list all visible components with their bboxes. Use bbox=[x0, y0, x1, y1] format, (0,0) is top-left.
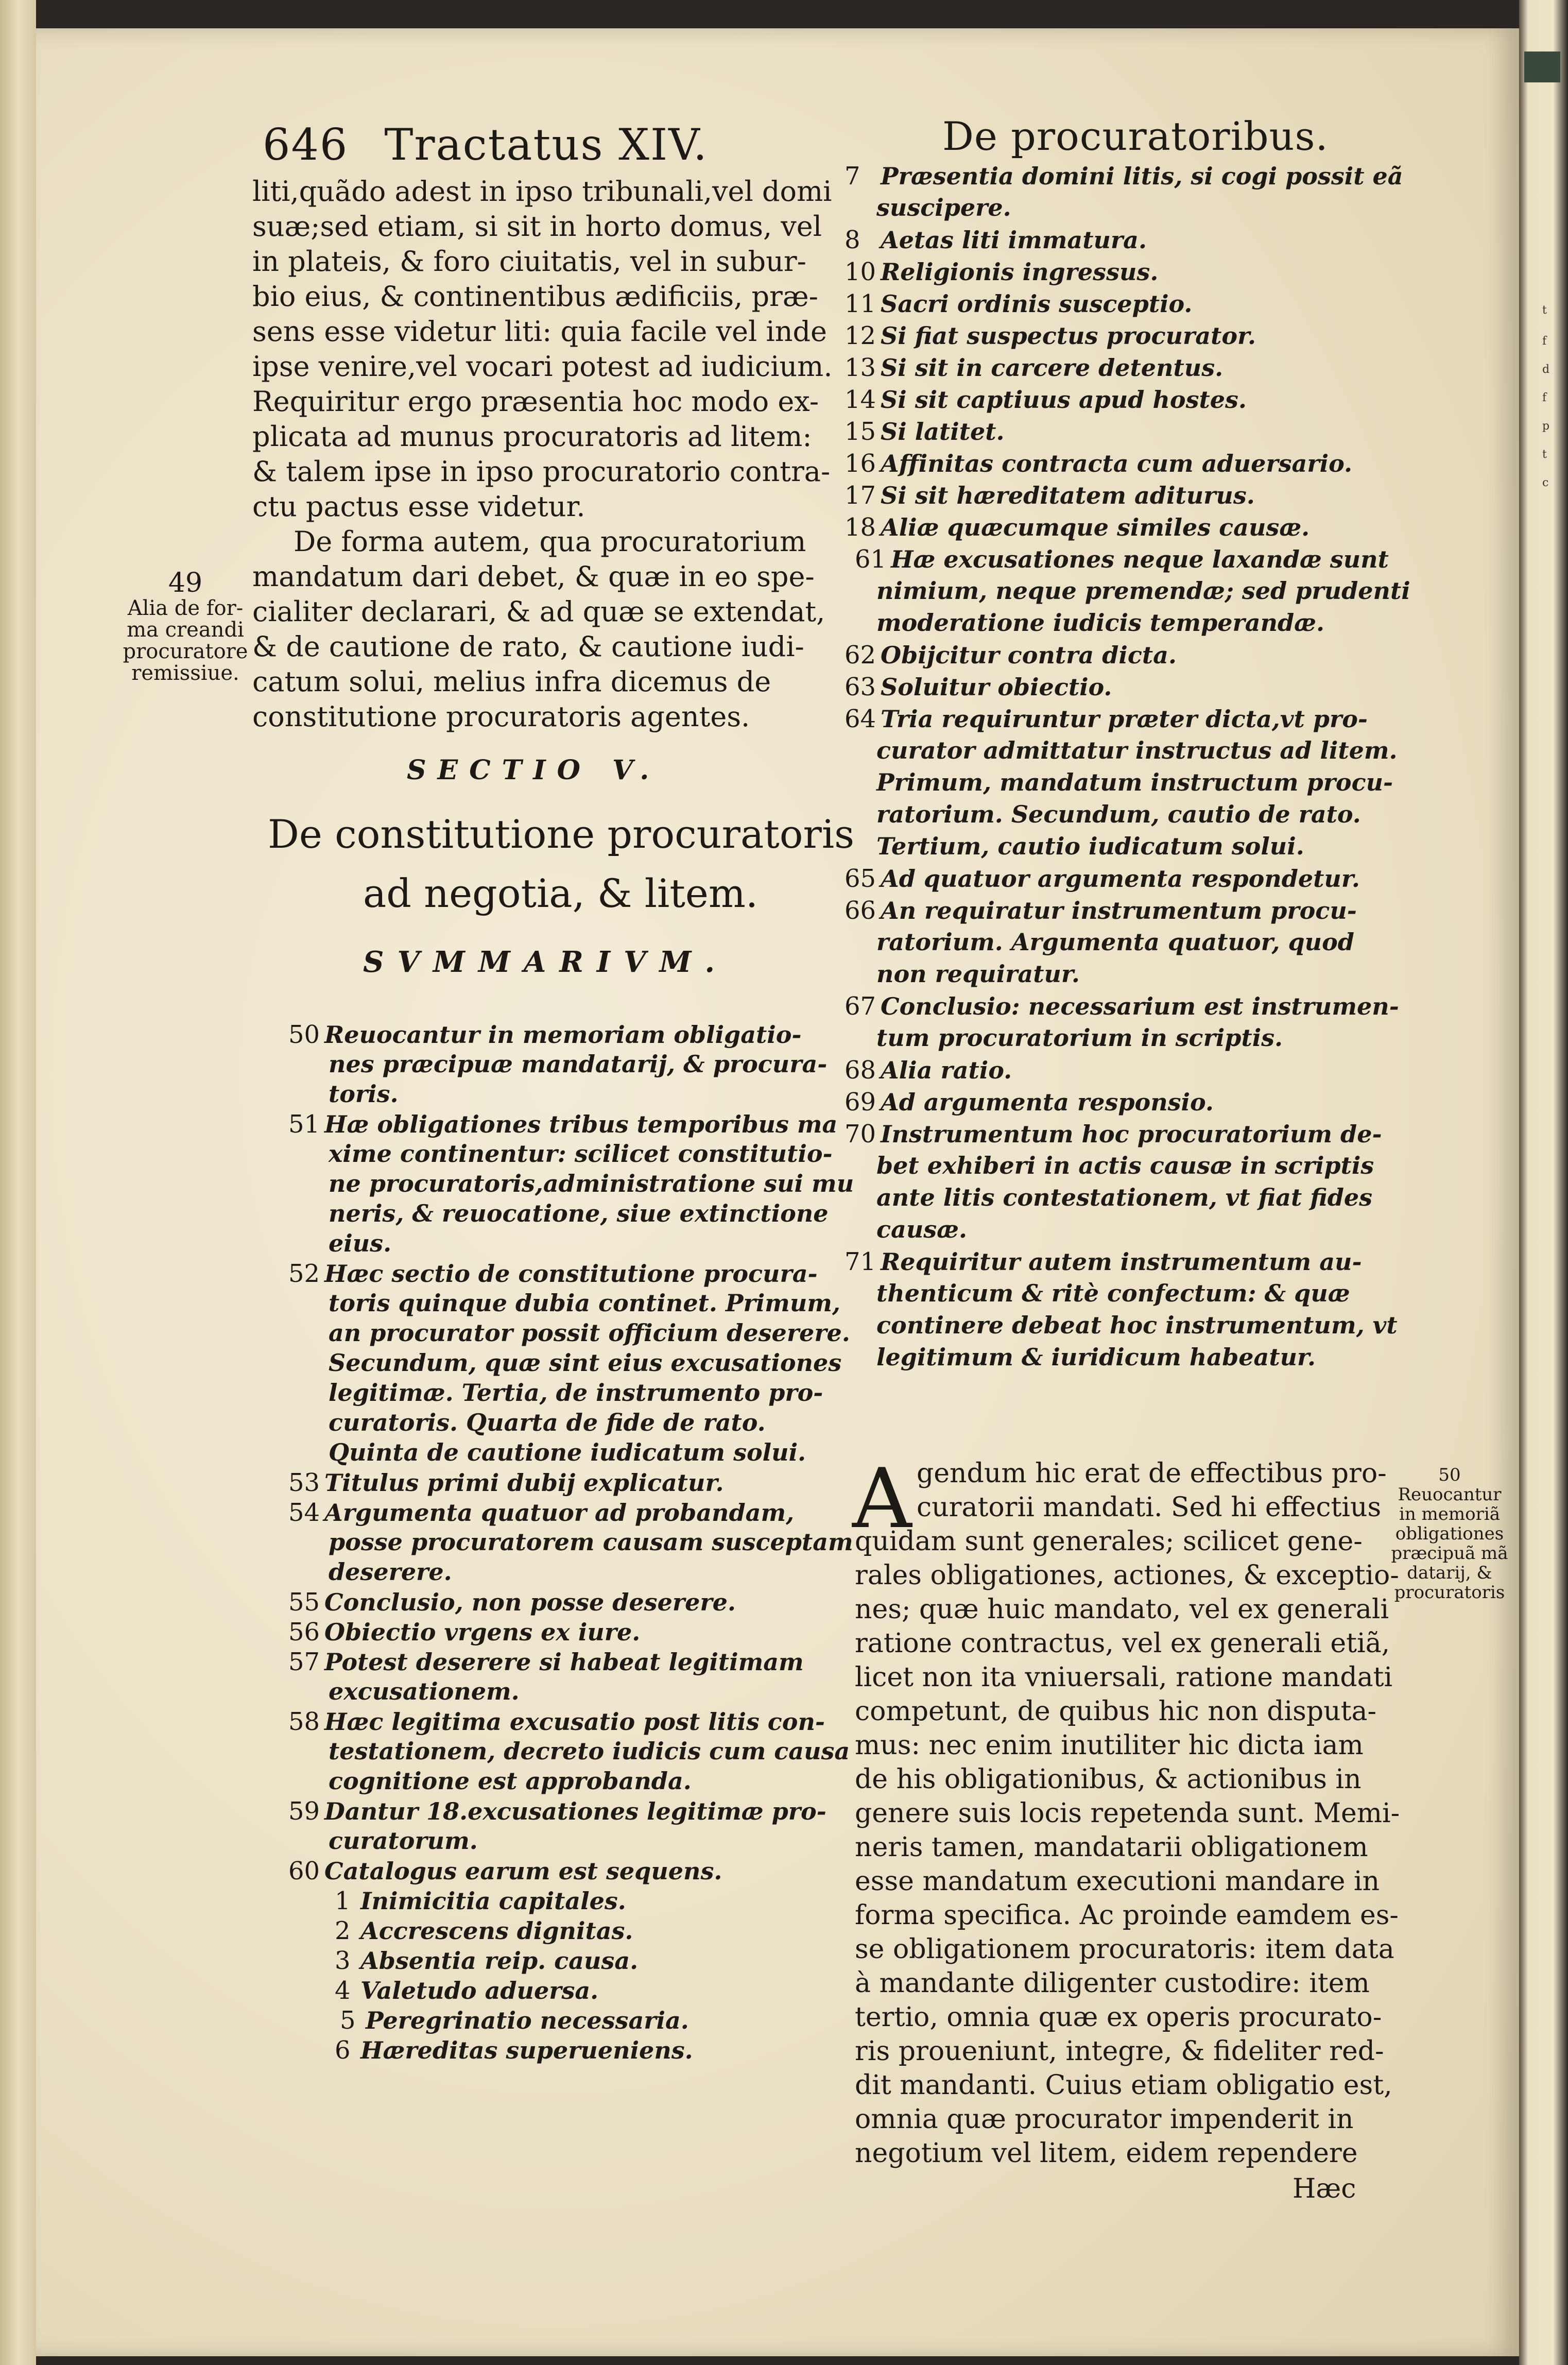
summary-line bbox=[288, 2008, 850, 2038]
summary-number: 59 bbox=[288, 1797, 320, 1826]
summary-line bbox=[288, 1528, 853, 1560]
summary-text: curator admittatur instructus ad litem. bbox=[876, 736, 1398, 764]
summary-text: curatoris. Quarta de fide de rato. bbox=[329, 1409, 766, 1436]
text-line: cialiter declarari, & ad quæ se extendat, bbox=[252, 595, 825, 628]
text-line: forma specifica. Ac proinde eamdem es- bbox=[855, 1900, 1399, 1931]
summary-text: Si sit in carcere detentus. bbox=[881, 354, 1224, 382]
text-line: bio eius, & continentibus ædificiis, præ- bbox=[252, 280, 818, 313]
summary-line bbox=[845, 451, 1421, 483]
summary-number: 1 bbox=[335, 1887, 351, 1915]
summary-number: 64 bbox=[845, 705, 876, 733]
margin-note-50 bbox=[1390, 1465, 1509, 1603]
summary-line bbox=[288, 1918, 850, 1948]
text-line: plicata ad munus procuratoris ad litem: bbox=[252, 420, 812, 453]
summary-text: Sacri ordinis susceptio. bbox=[881, 290, 1193, 318]
summary-line bbox=[288, 1739, 850, 1769]
summary-line bbox=[288, 1560, 850, 1590]
margin-note-49 bbox=[113, 569, 257, 684]
text-line: quidam sunt generales; scilicet gene- bbox=[855, 1526, 1363, 1557]
summary-line bbox=[288, 1052, 850, 1082]
summary-line bbox=[288, 1590, 850, 1620]
text-line: Requiritur ergo præsentia hoc modo ex- bbox=[252, 385, 819, 418]
summary-line bbox=[845, 228, 1421, 260]
summary-line bbox=[288, 1411, 850, 1441]
summary-line bbox=[845, 1154, 1421, 1186]
summary-line bbox=[288, 1112, 850, 1142]
text-line: se obligationem procuratoris: item data bbox=[855, 1934, 1394, 1965]
summary-number: 71 bbox=[845, 1247, 876, 1276]
summary-line bbox=[845, 866, 1421, 898]
summary-text: Potest deserere si habeat legitimam bbox=[324, 1648, 804, 1676]
summary-right bbox=[845, 164, 1421, 1377]
margin-note-line: datarij, & bbox=[1407, 1563, 1492, 1584]
text-line: De forma autem, qua procuratorium bbox=[294, 525, 806, 558]
summary-line bbox=[288, 1170, 854, 1202]
text-line: gendum hic erat de effectibus pro- bbox=[917, 1458, 1387, 1489]
summary-text: Si sit captiuus apud hostes. bbox=[881, 386, 1247, 414]
summary-number: 18 bbox=[845, 513, 876, 542]
summary-number: 70 bbox=[845, 1120, 876, 1149]
text-line: esse mandatum executioni mandare in bbox=[855, 1866, 1380, 1897]
summary-number: 66 bbox=[845, 896, 876, 925]
summary-line bbox=[288, 1261, 850, 1291]
summary-text: Inimicitia capitales. bbox=[360, 1887, 626, 1915]
summary-number: 63 bbox=[845, 673, 876, 701]
summary-text: Catalogus earum est sequens. bbox=[324, 1857, 722, 1885]
summary-number: 68 bbox=[845, 1056, 876, 1085]
text-line: negotium vel litem, eidem rependere bbox=[855, 2138, 1358, 2169]
summary-number: 13 bbox=[845, 353, 876, 382]
summary-line bbox=[288, 1677, 850, 1709]
summary-line bbox=[845, 770, 1421, 802]
summary-number: 15 bbox=[845, 417, 876, 446]
summary-text: toris quinque dubia continet. Primum, bbox=[329, 1289, 840, 1317]
summary-line bbox=[845, 994, 1421, 1026]
summary-line bbox=[845, 164, 1421, 196]
text-line: de his obligationibus, & actionibus in bbox=[855, 1764, 1362, 1795]
summary-line bbox=[845, 1249, 1421, 1281]
left-body-text bbox=[252, 175, 833, 738]
summary-text: Obiectio vrgens ex iure. bbox=[324, 1618, 641, 1646]
summary-number: 7 bbox=[845, 162, 860, 191]
summary-line bbox=[845, 323, 1421, 355]
summary-line bbox=[845, 802, 1421, 834]
summary-text: Soluitur obiectio. bbox=[881, 673, 1112, 701]
text-line: curatorii mandati. Sed hi effectius bbox=[917, 1492, 1382, 1523]
summary-text: deserere. bbox=[329, 1558, 452, 1586]
summary-number: 54 bbox=[288, 1498, 320, 1527]
summary-text: an procurator possit officium deserere. bbox=[329, 1319, 850, 1347]
summary-line bbox=[845, 547, 1421, 579]
summary-line bbox=[288, 1620, 850, 1650]
summary-number: 67 bbox=[845, 992, 876, 1021]
text-line: mandatum dari debet, & quæ in eo spe- bbox=[252, 560, 815, 593]
summary-text: Hæreditas superueniens. bbox=[360, 2036, 693, 2064]
summary-number: 61 bbox=[855, 545, 887, 574]
margin-note-line: procuratore bbox=[123, 639, 248, 663]
summary-text: causæ. bbox=[876, 1215, 968, 1243]
treatise-title: Tractatus XIV. bbox=[384, 119, 708, 170]
summary-label: SVMMARIVM. bbox=[363, 945, 728, 979]
summary-number: 10 bbox=[845, 258, 876, 286]
summary-line bbox=[845, 1345, 1421, 1377]
summary-text: Requiritur autem instrumentum au- bbox=[881, 1248, 1362, 1276]
summary-number: 58 bbox=[288, 1707, 320, 1736]
summary-line bbox=[288, 1381, 850, 1411]
margin-note-number: 50 bbox=[1438, 1465, 1461, 1485]
summary-line bbox=[845, 483, 1421, 515]
summary-text: Ad argumenta responsio. bbox=[881, 1088, 1214, 1116]
summary-text: neris, & reuocatione, siue extinctione bbox=[329, 1199, 829, 1227]
summary-text: Valetudo aduersa. bbox=[360, 1977, 599, 2004]
summary-line bbox=[288, 1351, 850, 1381]
summary-line bbox=[288, 1291, 850, 1321]
text-line: genere suis locis repetenda sunt. Memi- bbox=[855, 1798, 1400, 1829]
summary-text: Aetas liti immatura. bbox=[881, 226, 1147, 254]
summary-line bbox=[288, 1709, 850, 1739]
catchword: Hæc bbox=[1293, 2173, 1356, 2204]
summary-line bbox=[845, 419, 1421, 451]
summary-text: testationem, decreto iudicis cum causa bbox=[329, 1737, 850, 1765]
edge-fragment: t bbox=[1542, 448, 1547, 461]
summary-number: 52 bbox=[288, 1259, 320, 1288]
summary-number: 50 bbox=[288, 1020, 320, 1049]
summary-text: nes præcipuæ mandatarij, & procura- bbox=[329, 1050, 828, 1078]
summary-line bbox=[845, 675, 1421, 707]
facing-page-edge bbox=[1519, 0, 1568, 2365]
summary-line bbox=[845, 736, 1421, 770]
text-line: licet non ita vniuersali, ratione mandati bbox=[855, 1662, 1393, 1693]
summary-line bbox=[288, 1082, 850, 1112]
summary-text: moderatione iudicis temperandæ. bbox=[876, 609, 1325, 637]
summary-number: 16 bbox=[845, 449, 876, 478]
margin-note-line: ma creandi bbox=[127, 618, 244, 642]
text-line: ratione contractus, vel ex generali etiã, bbox=[855, 1628, 1390, 1659]
summary-text: toris. bbox=[329, 1080, 399, 1108]
summary-line bbox=[845, 1186, 1421, 1218]
text-line: constitutione procuratoris agentes. bbox=[252, 700, 750, 733]
summary-text: Instrumentum hoc procuratorium de- bbox=[881, 1120, 1382, 1148]
text-line: ipse venire,vel vocari potest ad iudicium. bbox=[252, 350, 833, 383]
summary-number: 17 bbox=[845, 481, 876, 510]
summary-number: 8 bbox=[845, 226, 860, 254]
summary-line bbox=[288, 1859, 850, 1889]
summary-line bbox=[845, 260, 1421, 292]
summary-number: 51 bbox=[288, 1110, 320, 1139]
summary-text: Absentia reip. causa. bbox=[360, 1947, 639, 1975]
summary-line bbox=[288, 1799, 850, 1829]
section-title-line-2: ad negotia, & litem. bbox=[363, 870, 759, 916]
text-line: competunt, de quibus hic non disputa- bbox=[855, 1696, 1377, 1727]
summary-number: 60 bbox=[288, 1857, 320, 1886]
summary-text: xime continentur: scilicet constitutio- bbox=[329, 1140, 833, 1168]
text-line: liti,quãdo adest in ipso tribunali,vel domi bbox=[252, 175, 832, 208]
summary-text: tum procuratorium in scriptis. bbox=[876, 1024, 1283, 1052]
text-line: ris proueniunt, integre, & fideliter red- bbox=[855, 2036, 1384, 2067]
summary-line bbox=[288, 1650, 850, 1680]
text-line: sens esse videtur liti: quia facile vel inde bbox=[252, 315, 827, 348]
edge-fragment: f bbox=[1542, 391, 1547, 404]
summary-number: 11 bbox=[845, 289, 876, 318]
summary-number: 56 bbox=[288, 1618, 320, 1647]
summary-number: 69 bbox=[845, 1088, 876, 1117]
summary-text: Alia ratio. bbox=[881, 1056, 1012, 1084]
page-number: 646 bbox=[263, 119, 349, 170]
summary-text: posse procuratorem causam susceptam bbox=[329, 1528, 853, 1556]
summary-text: ne procuratoris,administratione sui mu bbox=[329, 1170, 854, 1197]
summary-line bbox=[845, 834, 1421, 866]
running-head-right: De procuratoribus. bbox=[942, 113, 1329, 159]
running-head-left bbox=[263, 119, 708, 170]
summary-number: 55 bbox=[288, 1588, 320, 1617]
summary-text: Præsentia domini litis, si cogi possit eã bbox=[881, 162, 1403, 190]
summary-line bbox=[288, 1321, 850, 1351]
summary-line bbox=[845, 1058, 1421, 1090]
summary-text: Conclusio: necessarium est instrumen- bbox=[881, 992, 1399, 1020]
summary-text: Obijcitur contra dicta. bbox=[881, 641, 1177, 669]
summary-text: Argumenta quatuor ad probandam, bbox=[324, 1499, 795, 1527]
margin-note-line: Alia de for- bbox=[127, 596, 244, 620]
right-body-text bbox=[855, 1460, 1426, 2174]
summary-text: legitimæ. Tertia, de instrumento pro- bbox=[329, 1379, 823, 1407]
summary-line bbox=[845, 643, 1421, 675]
summary-text: suscipere. bbox=[876, 194, 1011, 221]
text-line: nes; quæ huic mandato, vel ex generali bbox=[855, 1594, 1389, 1625]
drop-cap: A bbox=[852, 1450, 912, 1547]
book-edge-left bbox=[0, 0, 36, 2365]
summary-number: 5 bbox=[340, 2006, 356, 2035]
summary-text: Hæ excusationes neque laxandæ sunt bbox=[891, 545, 1389, 573]
summary-line bbox=[845, 579, 1421, 611]
summary-text: non requiratur. bbox=[876, 960, 1080, 988]
summary-text: Affinitas contracta cum aduersario. bbox=[881, 450, 1352, 477]
summary-text: Tertium, cautio iudicatum solui. bbox=[876, 832, 1304, 860]
summary-text: Primum, mandatum instructum procu- bbox=[876, 768, 1393, 796]
margin-note-line: præcipuã mã bbox=[1391, 1543, 1508, 1564]
summary-text: curatorum. bbox=[329, 1827, 478, 1855]
summary-text: Hæ obligationes tribus temporibus ma bbox=[324, 1110, 838, 1138]
text-line: à mandante diligenter custodire: item bbox=[855, 1968, 1370, 1999]
summary-text: Si latitet. bbox=[881, 418, 1005, 445]
edge-fragment: c bbox=[1542, 476, 1549, 489]
summary-line bbox=[845, 930, 1421, 962]
section-title-line-1: De constitutione procuratoris bbox=[268, 811, 855, 857]
summary-line bbox=[845, 196, 1421, 228]
bookmark-tab bbox=[1524, 52, 1560, 82]
summary-line bbox=[845, 707, 1421, 739]
summary-line bbox=[288, 1470, 850, 1500]
summary-number: 65 bbox=[845, 864, 876, 893]
summary-text: Reuocantur in memoriam obligatio- bbox=[324, 1021, 802, 1049]
summary-text: Accrescens dignitas. bbox=[360, 1917, 633, 1945]
summary-line bbox=[845, 898, 1421, 930]
summary-number: 3 bbox=[335, 1946, 351, 1975]
text-line: rales obligationes, actiones, & exceptio- bbox=[855, 1560, 1399, 1591]
summary-line bbox=[288, 1978, 850, 2008]
summary-line bbox=[288, 1889, 850, 1918]
summary-number: 6 bbox=[335, 2036, 351, 2065]
margin-note-line: procuratoris bbox=[1394, 1582, 1505, 1603]
summary-number: 53 bbox=[288, 1468, 320, 1497]
summary-line bbox=[845, 289, 1421, 323]
summary-line bbox=[288, 2038, 850, 2068]
summary-number: 57 bbox=[288, 1648, 320, 1676]
text-line: suæ;sed etiam, si sit in horto domus, vel bbox=[252, 210, 822, 243]
summary-text: Titulus primi dubij explicatur. bbox=[324, 1469, 724, 1497]
summary-line bbox=[845, 515, 1421, 547]
summary-text: ante litis contestationem, vt fiat fides bbox=[876, 1184, 1373, 1211]
summary-text: legitimum & iuridicum habeatur. bbox=[876, 1343, 1316, 1371]
summary-line bbox=[845, 355, 1421, 387]
summary-text: Conclusio, non posse deserere. bbox=[324, 1588, 736, 1616]
summary-text: Hæc legitima excusatio post litis con- bbox=[324, 1708, 825, 1736]
margin-note-line: obligationes bbox=[1395, 1523, 1504, 1545]
text-line: neris tamen, mandatarii obligationem bbox=[855, 1832, 1368, 1863]
summary-text: Tria requiruntur præter dicta,vt pro- bbox=[881, 705, 1368, 733]
summary-text: bet exhiberi in actis causæ in scriptis bbox=[876, 1152, 1374, 1179]
summary-line bbox=[845, 1281, 1421, 1313]
margin-note-line: remissiue. bbox=[131, 661, 239, 685]
summary-line bbox=[845, 1090, 1421, 1122]
text-line: dit mandanti. Cuius etiam obligatio est, bbox=[855, 2070, 1392, 2101]
summary-line bbox=[288, 1438, 850, 1470]
summary-text: ratorium. Argumenta quatuor, quod bbox=[876, 928, 1354, 956]
summary-line bbox=[845, 1313, 1421, 1345]
text-line: tertio, omnia quæ ex operis procurato- bbox=[855, 2002, 1382, 2033]
summary-text: Quinta de cautione iudicatum solui. bbox=[329, 1438, 806, 1466]
summary-left bbox=[288, 1020, 854, 2068]
summary-line bbox=[845, 1215, 1421, 1249]
summary-number: 62 bbox=[845, 641, 876, 670]
summary-text: ratorium. Secundum, cautio de rato. bbox=[876, 800, 1361, 828]
summary-text: Ad quatuor argumenta respondetur. bbox=[881, 865, 1360, 893]
summary-text: continere debeat hoc instrumentum, vt bbox=[876, 1311, 1398, 1339]
summary-line bbox=[288, 1142, 850, 1172]
margin-note-number: 49 bbox=[168, 568, 203, 598]
summary-line bbox=[288, 1022, 850, 1052]
text-line: catum solui, melius infra dicemus de bbox=[252, 665, 771, 698]
summary-line bbox=[288, 1199, 850, 1231]
text-line: in plateis, & foro ciuitatis, vel in subur- bbox=[252, 245, 806, 278]
summary-text: An requiratur instrumentum procu- bbox=[881, 897, 1357, 924]
section-label: SECTIO V. bbox=[407, 755, 661, 786]
summary-number: 4 bbox=[335, 1976, 351, 2005]
summary-text: cognitione est approbanda. bbox=[329, 1767, 692, 1795]
summary-number: 12 bbox=[845, 321, 876, 350]
text-line: & talem ipse in ipso procuratorio contra- bbox=[252, 455, 831, 488]
edge-fragment: d bbox=[1542, 363, 1550, 376]
summary-line bbox=[845, 1122, 1421, 1154]
summary-line bbox=[288, 1829, 850, 1859]
edge-fragment: t bbox=[1542, 304, 1547, 317]
summary-text: Peregrinatio necessaria. bbox=[366, 2007, 689, 2034]
summary-line bbox=[288, 1948, 850, 1978]
summary-number: 2 bbox=[335, 1916, 351, 1945]
summary-text: thenticum & ritè confectum: & quæ bbox=[876, 1279, 1350, 1307]
text-line: omnia quæ procurator impenderit in bbox=[855, 2104, 1354, 2135]
edge-fragment: p bbox=[1542, 420, 1550, 433]
text-line: ctu pactus esse videtur. bbox=[252, 490, 585, 523]
margin-note-line: in memoriã bbox=[1399, 1504, 1501, 1525]
summary-line bbox=[845, 387, 1421, 419]
summary-text: excusationem. bbox=[329, 1677, 520, 1705]
summary-text: Dantur 18.excusationes legitimæ pro- bbox=[324, 1797, 826, 1825]
summary-text: Si fiat suspectus procurator. bbox=[881, 322, 1256, 350]
summary-line bbox=[288, 1500, 850, 1530]
text-line: & de cautione de rato, & cautione iudi- bbox=[252, 630, 804, 663]
summary-line bbox=[845, 611, 1421, 643]
summary-number: 14 bbox=[845, 385, 876, 414]
summary-line bbox=[845, 962, 1421, 994]
summary-line bbox=[288, 1231, 850, 1261]
summary-text: Hæc sectio de constitutione procura- bbox=[324, 1260, 818, 1288]
summary-text: Religionis ingressus. bbox=[881, 258, 1159, 286]
edge-fragment: f bbox=[1542, 335, 1547, 348]
margin-note-line: Reuocantur bbox=[1398, 1484, 1502, 1505]
text-line: mus: nec enim inutiliter hic dicta iam bbox=[855, 1730, 1364, 1761]
summary-line bbox=[845, 1026, 1421, 1058]
summary-text: Secundum, quæ sint eius excusationes bbox=[329, 1349, 842, 1377]
summary-text: nimium, neque premendæ; sed prudenti bbox=[876, 577, 1410, 605]
summary-text: Si sit hæreditatem aditurus. bbox=[881, 482, 1255, 509]
summary-text: Aliæ quæcumque similes causæ. bbox=[881, 513, 1310, 541]
summary-text: eius. bbox=[329, 1229, 392, 1257]
summary-line bbox=[288, 1769, 850, 1799]
